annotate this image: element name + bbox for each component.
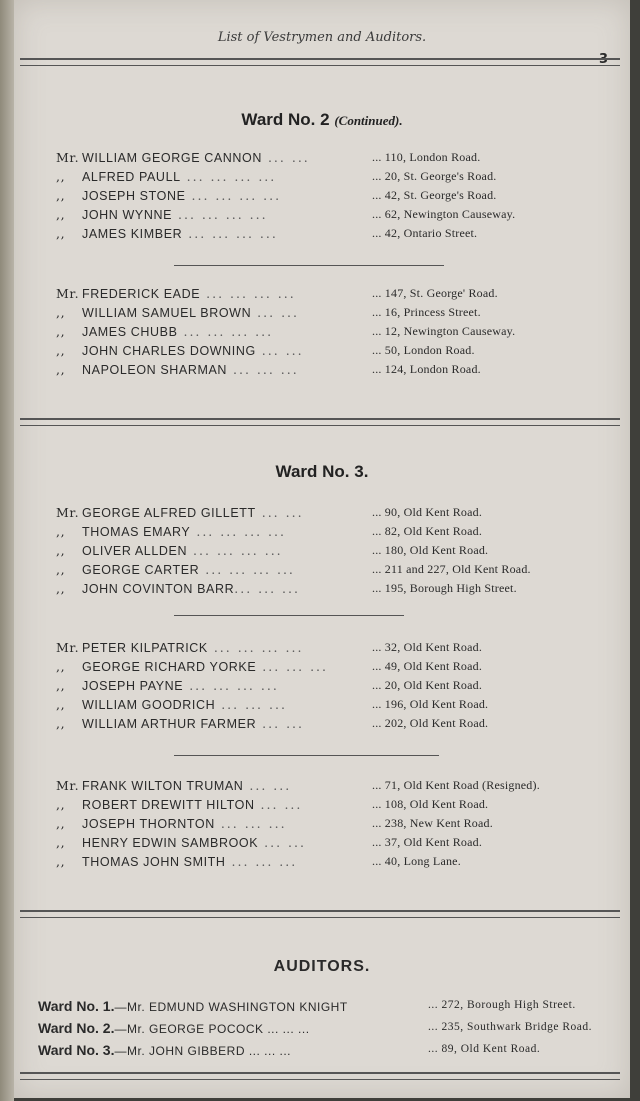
entry-address: ... 180, Old Kent Road. <box>372 543 489 557</box>
entry-address: ... 211 and 227, Old Kent Road. <box>372 562 531 576</box>
list-item <box>56 659 626 678</box>
entry-leader: ... ... ... ... <box>180 169 277 184</box>
entry-address: ... 147, St. George' Road. <box>372 286 498 300</box>
list-item <box>56 816 626 835</box>
entry-leader: ... ... ... ... <box>177 324 274 339</box>
entry-leader: ... ... ... ... <box>185 188 282 203</box>
auditor-name: —Mr. GEORGE POCOCK ... ... ... <box>114 1022 310 1036</box>
entry-leader: ... ... ... ... <box>207 640 304 655</box>
entry-prefix: ,, <box>56 581 66 596</box>
entry-leader: ... ... <box>255 343 304 358</box>
entry-address: ... 49, Old Kent Road. <box>372 659 483 673</box>
list-item <box>56 226 626 245</box>
list-item <box>56 562 626 581</box>
entry-name: WILLIAM SAMUEL BROWN <box>82 306 252 320</box>
entry-address: ... 37, Old Kent Road. <box>372 835 483 849</box>
entry-prefix: ,, <box>56 305 66 320</box>
auditor-address: ... 235, Southwark Bridge Road. <box>428 1021 593 1033</box>
entry-name: ROBERT DREWITT HILTON <box>82 798 255 812</box>
auditors-title: AUDITORS. <box>273 958 371 975</box>
entry-address: ... 42, Ontario Street. <box>372 226 478 240</box>
entry-prefix: ,, <box>56 816 66 831</box>
list-item <box>56 150 626 169</box>
entry-leader: ... ... ... ... <box>200 286 296 301</box>
book-spine <box>0 0 14 1101</box>
entry-name: WILLIAM GOODRICH <box>82 698 216 712</box>
entry-leader: ... ... ... <box>227 362 299 377</box>
entry-address: ... 202, Old Kent Road. <box>372 716 489 730</box>
entry-name: GEORGE RICHARD YORKE <box>82 660 257 674</box>
entry-address: ... 12, Newington Causeway. <box>372 324 516 338</box>
entry-prefix: Mr. <box>56 150 80 165</box>
page-number: 3 <box>598 52 608 67</box>
entry-prefix: ,, <box>56 207 66 222</box>
footer-rule <box>20 1072 620 1080</box>
list-item <box>56 343 626 362</box>
auditor-name: —Mr. EDMUND WASHINGTON KNIGHT <box>114 1000 348 1014</box>
entry-leader: ... ... ... ... <box>172 207 268 222</box>
entry-name: THOMAS JOHN SMITH <box>82 855 226 869</box>
entry-name: JOSEPH THORNTON <box>82 817 215 831</box>
entry-name: NAPOLEON SHARMAN <box>82 363 228 377</box>
ward-3-group-1 <box>56 505 626 600</box>
entry-address: ... 40, Long Lane. <box>372 854 461 868</box>
entry-prefix: ,, <box>56 678 66 693</box>
entry-prefix: ,, <box>56 797 66 812</box>
list-item <box>56 678 626 697</box>
entry-prefix: Mr. <box>56 640 80 655</box>
list-item <box>38 998 628 1020</box>
entry-address: ... 42, St. George's Road. <box>372 188 497 202</box>
entry-name: OLIVER ALLDEN <box>82 544 188 558</box>
list-item <box>56 305 626 324</box>
list-item <box>56 524 626 543</box>
list-item <box>56 362 626 381</box>
ward-3-group-3 <box>56 778 626 873</box>
entry-prefix: ,, <box>56 835 66 850</box>
entry-leader: ... ... ... ... <box>190 524 286 539</box>
ward-2-group-1 <box>56 150 626 245</box>
entry-name: PETER KILPATRICK <box>82 641 208 655</box>
section-rule <box>20 418 620 426</box>
section-rule <box>20 910 620 918</box>
entry-name: JAMES CHUBB <box>82 325 178 339</box>
group-divider <box>174 615 404 616</box>
ward-2-title <box>14 110 630 130</box>
entry-name: THOMAS EMARY <box>82 525 191 539</box>
running-head: List of Vestrymen and Auditors. <box>217 30 427 45</box>
entry-name: JOHN WYNNE <box>82 208 173 222</box>
entry-name: WILLIAM ARTHUR FARMER <box>82 717 257 731</box>
ward-3-group-2 <box>56 640 626 735</box>
auditor-name: —Mr. JOHN GIBBERD ... ... ... <box>114 1044 292 1058</box>
auditors-list <box>38 998 628 1064</box>
entry-address: ... 108, Old Kent Road. <box>372 797 489 811</box>
entry-leader: ... ... <box>251 305 299 320</box>
entry-name: WILLIAM GEORGE CANNON <box>82 151 262 165</box>
entry-prefix: ,, <box>56 543 66 558</box>
list-item <box>56 716 626 735</box>
entry-prefix: Mr. <box>56 286 80 301</box>
entry-address: ... 238, New Kent Road. <box>372 816 493 830</box>
entry-name: JOHN COVINTON BARR <box>82 582 235 596</box>
entry-address: ... 20, Old Kent Road. <box>372 678 483 692</box>
auditor-ward: Ward No. 1. <box>38 998 115 1014</box>
list-item <box>56 286 626 305</box>
list-item <box>56 778 626 797</box>
list-item <box>56 835 626 854</box>
entry-prefix: ,, <box>56 169 66 184</box>
header-rule <box>20 58 620 66</box>
entry-prefix: Mr. <box>56 778 80 793</box>
entry-address: ... 71, Old Kent Road (Resigned). <box>372 778 540 792</box>
entry-leader: ... ... ... <box>234 581 300 596</box>
entry-leader: ... ... ... <box>214 816 287 831</box>
entry-prefix: ,, <box>56 226 66 241</box>
ward-2-group-2 <box>56 286 626 381</box>
entry-address: ... 20, St. George's Road. <box>372 169 497 183</box>
entry-leader: ... ... <box>254 797 303 812</box>
ward-2-continued: (Continued). <box>334 113 403 128</box>
entry-address: ... 82, Old Kent Road. <box>372 524 483 538</box>
entry-leader: ... ... ... <box>215 697 287 712</box>
entry-prefix: ,, <box>56 562 66 577</box>
list-item <box>56 324 626 343</box>
entry-leader: ... ... ... ... <box>182 226 278 241</box>
entry-name: GEORGE CARTER <box>82 563 200 577</box>
list-item <box>56 207 626 226</box>
entry-prefix: ,, <box>56 854 66 869</box>
list-item <box>56 854 626 873</box>
entry-leader: ... ... <box>255 505 304 520</box>
entry-address: ... 62, Newington Causeway. <box>372 207 516 221</box>
entry-prefix: ,, <box>56 659 66 674</box>
entry-address: ... 90, Old Kent Road. <box>372 505 483 519</box>
entry-prefix: Mr. <box>56 505 80 520</box>
entry-prefix: ,, <box>56 324 66 339</box>
entry-address: ... 50, London Road. <box>372 343 475 357</box>
entry-name: JOSEPH STONE <box>82 189 186 203</box>
list-item <box>56 697 626 716</box>
entry-leader: ... ... <box>258 835 306 850</box>
ward-2-title-text: Ward No. 2 <box>241 110 330 129</box>
entry-address: ... 110, London Road. <box>372 150 481 164</box>
list-item <box>56 505 626 524</box>
auditor-address: ... 272, Borough High Street. <box>428 999 576 1011</box>
document-page <box>14 0 630 1098</box>
list-item <box>56 797 626 816</box>
entry-prefix: ,, <box>56 697 66 712</box>
auditor-ward: Ward No. 2. <box>38 1020 115 1036</box>
entry-leader: ... ... ... ... <box>187 543 283 558</box>
auditor-ward: Ward No. 3. <box>38 1042 115 1058</box>
entry-prefix: ,, <box>56 716 66 731</box>
entry-prefix: ,, <box>56 343 66 358</box>
auditor-address: ... 89, Old Kent Road. <box>428 1043 541 1055</box>
entry-leader: ... ... ... ... <box>199 562 295 577</box>
entry-prefix: ,, <box>56 188 66 203</box>
group-divider <box>174 265 444 266</box>
list-item <box>56 543 626 562</box>
entry-name: ALFRED PAULL <box>82 170 181 184</box>
entry-leader: ... ... <box>256 716 304 731</box>
entry-prefix: ,, <box>56 524 66 539</box>
entry-leader: ... ... ... ... <box>183 678 279 693</box>
entry-address: ... 32, Old Kent Road. <box>372 640 483 654</box>
list-item <box>56 640 626 659</box>
entry-leader: ... ... <box>243 778 292 793</box>
list-item <box>56 581 626 600</box>
entry-name: JOSEPH PAYNE <box>82 679 184 693</box>
group-divider <box>174 755 439 756</box>
list-item <box>38 1020 628 1042</box>
entry-address: ... 124, London Road. <box>372 362 481 376</box>
entry-name: GEORGE ALFRED GILLETT <box>82 506 256 520</box>
entry-name: FRANK WILTON TRUMAN <box>82 779 244 793</box>
entry-prefix: ,, <box>56 362 66 377</box>
entry-leader: ... ... ... <box>225 854 298 869</box>
entry-leader: ... ... <box>261 150 310 165</box>
entry-name: JAMES KIMBER <box>82 227 183 241</box>
ward-3-title: Ward No. 3. <box>275 462 369 481</box>
entry-address: ... 196, Old Kent Road. <box>372 697 489 711</box>
entry-address: ... 16, Princess Street. <box>372 305 481 319</box>
entry-name: FREDERICK EADE <box>82 287 201 301</box>
list-item <box>56 188 626 207</box>
list-item <box>38 1042 628 1064</box>
entry-name: JOHN CHARLES DOWNING <box>82 344 256 358</box>
list-item <box>56 169 626 188</box>
entry-address: ... 195, Borough High Street. <box>372 581 517 595</box>
entry-leader: ... ... ... <box>256 659 328 674</box>
entry-name: HENRY EDWIN SAMBROOK <box>82 836 259 850</box>
